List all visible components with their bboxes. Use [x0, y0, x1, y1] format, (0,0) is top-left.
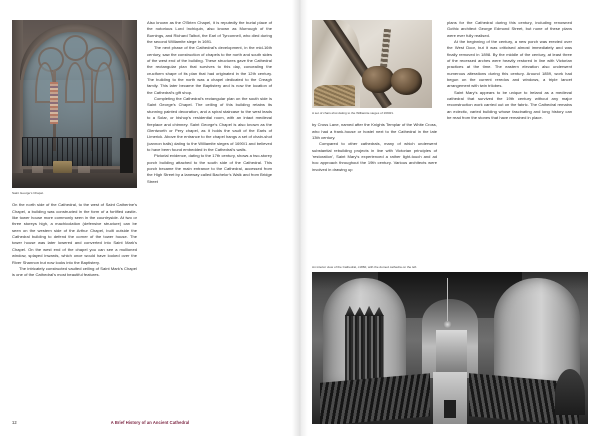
- saint-georges-chapel-photo: [12, 20, 137, 188]
- page-number: 12: [12, 420, 17, 425]
- nave-figure-block: [312, 265, 588, 424]
- chapel-floor: [12, 173, 137, 188]
- figure-caption: Saint George's Chapel.: [12, 191, 44, 195]
- nave-reredos: [436, 330, 466, 373]
- paragraph: plans for the Cathedral during this century, including renowned Gothic architect George Edmond Street, but none of these plans were ever fully realised.: [447, 20, 572, 38]
- chainshot-cannonball: [391, 68, 422, 95]
- right-page-columns: [312, 20, 588, 173]
- paragraph: Pictorial evidence, dating to the 17th century, shows a two-storey porch building attached to the south side of the Cathedral. This porch became the main entrance to the Cathedral, accessed from the High Street by a laneway called Bachelor's Walk and from Bridge Street: [147, 153, 272, 184]
- paragraph: Also known as the O'Brien Chapel, it is reputedly the burial place of the notorious Lord Inchiquin, also known as Murrough of the Burnings, and Richard Talbot, the Earl of Tyrconnell, who died during the second Williamite siege in 1691.: [147, 20, 272, 45]
- figure-caption: A set of chain-shot dating to the Williamite sieges of 1690/1.: [312, 111, 394, 115]
- chapel-tomb-chest: [53, 161, 72, 173]
- chainshot-chain: [380, 29, 391, 68]
- cathedral-interior-historic-photo: [312, 272, 588, 424]
- paragraph: by Cross Lane, named after the Knights Templar of the White Cross, who had a frank-house or hostel next to the Cathedral in the late 13th century.: [312, 122, 437, 141]
- chapel-tracery-foil: [65, 37, 86, 59]
- left-page-columns: [12, 20, 288, 279]
- chainshot-cannonball: [362, 66, 393, 93]
- nave-pews-left: [320, 374, 430, 424]
- paragraph: On the north side of the Cathedral, to the west of Saint Catherine's Chapel, a building was constructed in the form of a fortified castle-like tower house more commonly seen in the countryside. At two or three storeys high, a machicolation (defensive structure) can be seen on the western side of the Arthur Chapel, built outside the Cathedral building to defend the corner of the tower house. The tower house was later lowered and converted into Saint Mark's Chapel. On the west end of the chapel you can see a mullioned window, splayed inwards, which once would have looked over the River Shannon but now looks into the Baptistery.: [12, 202, 137, 265]
- left-column-2: [147, 20, 272, 279]
- left-column-1: [12, 20, 137, 279]
- nave-pulpit: [444, 400, 455, 418]
- paragraph: The next phase of the Cathedral's development, in the mid-16th century, saw the construction of chapels to the north and south sides of the west end of the building. These structures gave the Cathedral the rectangular plan that survives to this day, concealing the cruciform shape of its plan that had originated in the 12th century. The building to the north was a chapel dedicated to the Creagh family. This later became the Baptistery and is now the location of the Cathedral's gift shop.: [147, 45, 272, 95]
- right-page: [300, 0, 600, 436]
- paragraph: The intricately constructed vaulted ceiling of Saint Mark's Chapel is one of the Cathedral's most beautiful features.: [12, 265, 137, 278]
- chapel-doorway: [120, 138, 134, 175]
- chain-shot-photo: [312, 20, 432, 108]
- nave-niche-right: [555, 369, 585, 415]
- nave-chandelier: [447, 278, 448, 321]
- chainshot-rope-coil: [314, 85, 355, 106]
- right-column-2: [447, 20, 572, 173]
- paragraph: Saint Mary's appears to be unique to Ireland as a medieval cathedral that survived the 19th century without any major reconstruction work carried out on the fabric. The Cathedral remains an eclectic, varied building whose fascinating and long history can be read from the stones that have remained in place.: [447, 89, 572, 121]
- figure-caption: An interior view of the Cathedral, c1860, with the domed cathedra on the left.: [312, 264, 418, 269]
- left-page-footer: [0, 408, 300, 436]
- paragraph: At the beginning of the century, a new porch was erected over the West Door, but it was criticised almost immediately and was finally removed in 1898. By the middle of the century, at least three of the recessed arches were heavily restored in line with Victorian practices at the time. The eastern elevation also underwent numerous alterations during this century. Around 1859, work had begun on the current reredos and windows, a triple lancet arrangement with twin trilobes.: [447, 39, 572, 89]
- chapel-stained-glass: [50, 82, 59, 124]
- nave-organ-case: [345, 315, 384, 388]
- running-head: A Brief History of an Ancient Cathedral: [110, 420, 190, 425]
- right-column-1: [312, 20, 437, 173]
- paragraph: Compared to other cathedrals, many of which underwent substantial rebuilding projects in line with Victorian principles of 'restoration', Saint Mary's experienced a rather light-touch and ad hoc approach throughout the 19th century. Various architects were involved in drawing up: [312, 141, 437, 172]
- paragraph: Completing the Cathedral's rectangular plan on the south side is Saint George's Chapel. The ceiling of this building retains its stunning painted decoration, and a spiral staircase to the west leads to a Solar, or bishop's residential room, with an intact medieval fireplace and chimney. Saint George's Chapel is also known as the Glentworth or Pery chapel, as it holds the vault of the Earls of Limerick. Above the entrance to the chapel hangs a set of chain-shot (cannon balls) dating to the Williamite sieges of 1690/1 and believed to have been found embedded in the Cathedral's walls.: [147, 96, 272, 152]
